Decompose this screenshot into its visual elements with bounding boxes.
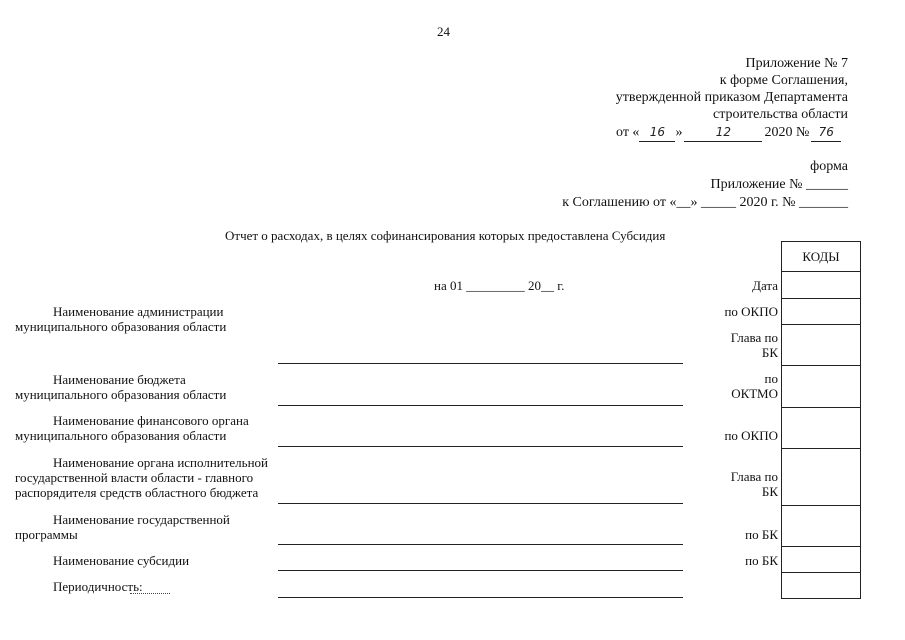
code-cell-okpo-2[interactable] xyxy=(782,407,860,448)
admin-fill-line[interactable] xyxy=(278,363,683,364)
label-glava-bk-2b: БК xyxy=(761,484,778,499)
label-glava-bk-2a: Глава по xyxy=(730,469,778,484)
prog-fill-line[interactable] xyxy=(278,544,683,545)
appendix-line-3: утвержденной приказом Департамента xyxy=(615,90,848,105)
codes-table xyxy=(781,241,861,599)
label-prog-1: Наименование государственной xyxy=(53,512,230,527)
form-label: форма xyxy=(810,159,848,174)
code-cell-po-bk-1[interactable] xyxy=(782,505,860,546)
code-cell-okpo-1[interactable] xyxy=(782,298,860,324)
label-admin-2: муниципального образования области xyxy=(15,319,227,334)
label-admin-1: Наименование администрации xyxy=(53,304,224,319)
handwritten-number: 76 xyxy=(811,123,841,142)
org-fill-line[interactable] xyxy=(278,503,683,504)
codes-header: КОДЫ xyxy=(802,249,840,264)
appendix-line-2: к форме Соглашения, xyxy=(719,73,848,88)
label-glava-bk-1b: БК xyxy=(761,345,778,360)
label-subsidy: Наименование субсидии xyxy=(53,553,190,568)
report-title: Отчет о расходах, в целях софинансирования которых предоставлена Субсидия xyxy=(225,228,666,243)
code-cell-glava-bk-2[interactable] xyxy=(782,448,860,505)
label-glava-bk-1a: Глава по xyxy=(730,330,778,345)
code-cell-glava-bk-1[interactable] xyxy=(782,324,860,365)
period-underline xyxy=(130,593,170,594)
form-appendix-line: Приложение № ______ xyxy=(710,177,848,192)
label-period: Периодичность: xyxy=(53,579,143,594)
date-prefix: от « xyxy=(616,125,640,140)
appendix-line-1: Приложение № 7 xyxy=(745,56,848,71)
fin-fill-line[interactable] xyxy=(278,446,683,447)
label-date: Дата xyxy=(752,278,778,293)
code-cell-po-bk-2[interactable] xyxy=(782,546,860,572)
code-cell-oktmo[interactable] xyxy=(782,365,860,407)
label-po-bk-2: по БК xyxy=(745,553,778,568)
label-org-3: распорядителя средств областного бюджета xyxy=(15,485,259,500)
label-org-2: государственной власти области - главного xyxy=(15,470,254,485)
page-number: 24 xyxy=(437,24,450,39)
appendix-line-4: строительства области xyxy=(713,107,848,122)
label-org-1: Наименование органа исполнительной xyxy=(53,455,269,470)
handwritten-day: 16 xyxy=(639,123,675,142)
code-cell-period[interactable] xyxy=(782,572,860,598)
label-budget-1: Наименование бюджета xyxy=(53,372,186,387)
date-year: 2020 № xyxy=(764,125,810,140)
date-mid: » xyxy=(675,125,683,140)
form-agreement-line: к Соглашению от «__» _____ 2020 г. № _______ xyxy=(562,195,848,210)
label-budget-2: муниципального образования области xyxy=(15,387,227,402)
budget-fill-line[interactable] xyxy=(278,405,683,406)
label-okpo-1: по ОКПО xyxy=(724,304,778,319)
label-fin-2: муниципального образования области xyxy=(15,428,227,443)
label-okpo-2: по ОКПО xyxy=(724,428,778,443)
period-fill-line[interactable] xyxy=(278,597,683,598)
handwritten-month: 12 xyxy=(684,123,762,142)
label-oktmo-b: ОКТМО xyxy=(731,386,778,401)
report-date: на 01 _________ 20__ г. xyxy=(434,278,565,293)
label-fin-1: Наименование финансового органа xyxy=(53,413,249,428)
label-po-bk-1: по БК xyxy=(745,527,778,542)
label-oktmo-a: по xyxy=(764,371,778,386)
appendix-date-line xyxy=(616,123,841,142)
subsidy-fill-line[interactable] xyxy=(278,570,683,571)
label-prog-2: программы xyxy=(15,527,78,542)
code-cell-date[interactable] xyxy=(782,271,860,298)
